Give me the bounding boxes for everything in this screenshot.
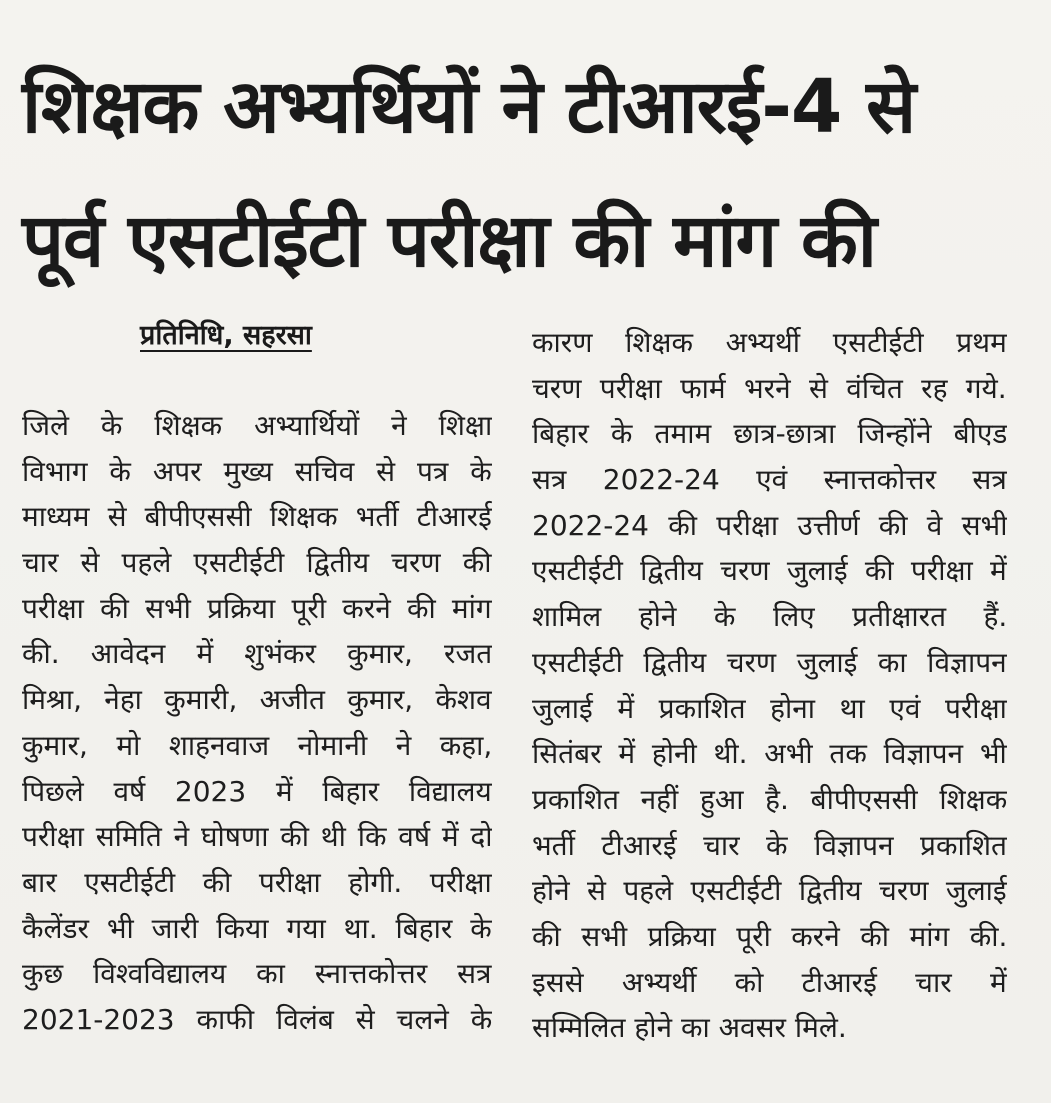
body-text-line: सितंबर में होनी थी. अभी तक विज्ञापन भी	[532, 737, 1007, 771]
body-text-line: 2022-24 की परीक्षा उत्तीर्ण की वे सभी	[532, 508, 1007, 542]
body-text-line: चार से पहले एसटीईटी द्वितीय चरण की	[22, 546, 492, 580]
article-column-left	[22, 403, 492, 1043]
body-text-line: इससे अभ्यर्थी को टीआरई चार में	[532, 965, 1007, 999]
body-text-line: माध्यम से बीपीएससी शिक्षक भर्ती टीआरई	[22, 500, 492, 534]
body-text-line: 2021-2023 काफी विलंब से चलने के	[22, 1002, 492, 1036]
body-text-line: कारण शिक्षक अभ्यर्थी एसटीईटी प्रथम	[532, 326, 1007, 359]
body-text-line: की सभी प्रक्रिया पूरी करने की मांग की.	[532, 919, 1007, 953]
body-text-line: कैलेंडर भी जारी किया गया था. बिहार के	[22, 911, 492, 945]
body-text-line: परीक्षा की सभी प्रक्रिया पूरी करने की मांग	[22, 591, 492, 625]
body-text-line: होने से पहले एसटीईटी द्वितीय चरण जुलाई	[532, 874, 1007, 908]
body-text-line: प्रकाशित नहीं हुआ है. बीपीएससी शिक्षक	[532, 782, 1007, 816]
body-text-line: चरण परीक्षा फार्म भरने से वंचित रह गये.	[532, 371, 1007, 405]
body-text-line: जिले के शिक्षक अभ्यार्थियों ने शिक्षा	[22, 409, 492, 442]
headline-line: पूर्व एसटीईटी परीक्षा की मांग की	[22, 198, 876, 284]
body-text-line: सत्र 2022-24 एवं स्नात्तकोत्तर सत्र	[532, 463, 1007, 497]
body-text-line: बार एसटीईटी की परीक्षा होगी. परीक्षा	[22, 865, 492, 899]
body-text-line: पिछले वर्ष 2023 में बिहार विद्यालय	[22, 774, 492, 808]
body-text-line: जुलाई में प्रकाशित होना था एवं परीक्षा	[532, 691, 1007, 725]
byline: प्रतिनिधि, सहरसा	[140, 320, 312, 351]
headline	[22, 40, 1032, 308]
body-text-line: एसटीईटी द्वितीय चरण जुलाई की परीक्षा में	[532, 554, 1007, 588]
body-text-line: एसटीईटी द्वितीय चरण जुलाई का विज्ञापन	[532, 645, 1007, 679]
body-text-line: कुछ विश्वविद्यालय का स्नात्तकोत्तर सत्र	[22, 957, 492, 991]
body-text-line: भर्ती टीआरई चार के विज्ञापन प्रकाशित	[532, 828, 1007, 862]
body-text-line: सम्मिलित होने का अवसर मिले.	[532, 1011, 847, 1045]
article-column-right	[532, 320, 1007, 1051]
headline-line: शिक्षक अभ्यर्थियों ने टीआरई-4 से	[22, 64, 916, 150]
body-text-line: शामिल होने के लिए प्रतीक्षारत हैं.	[532, 600, 1007, 634]
body-text-line: मिश्रा, नेहा कुमारी, अजीत कुमार, केशव	[22, 683, 492, 717]
body-text-line: कुमार, मो शाहनवाज नोमानी ने कहा,	[22, 728, 492, 762]
body-text-line: परीक्षा समिति ने घोषणा की थी कि वर्ष में दो	[22, 820, 492, 854]
body-text-line: विभाग के अपर मुख्य सचिव से पत्र के	[22, 454, 492, 488]
body-text-line: की. आवेदन में शुभंकर कुमार, रजत	[22, 637, 492, 671]
body-text-line: बिहार के तमाम छात्र-छात्रा जिन्होंने बीएड	[532, 417, 1007, 451]
